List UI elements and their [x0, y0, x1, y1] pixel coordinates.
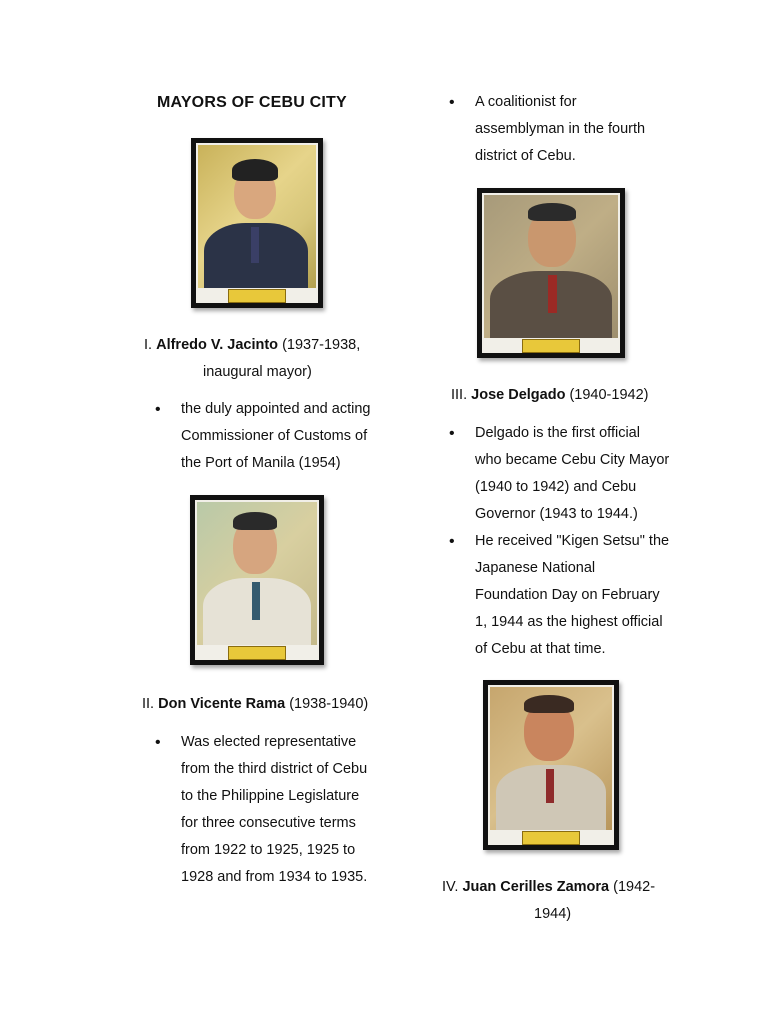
page-title: MAYORS OF CEBU CITY [157, 94, 347, 111]
portrait-painting-icon [198, 145, 316, 288]
list-item: • Was elected representative from the third district of Cebu to the Philippine Legislature for three consecutive terms from 1922 to 1925, 1925 to 1928 and from 1934 to 1935. [181, 729, 401, 891]
mayor-3-heading [451, 382, 648, 409]
mayor-2-numeral: II. [142, 696, 155, 712]
name-plate [522, 831, 580, 845]
mayor-3-numeral: III. [451, 387, 468, 403]
mayor-4-years: (1942- [613, 879, 656, 895]
mayor-2-bullets [181, 729, 401, 891]
mayor-3-pre-bullets [475, 89, 715, 170]
portrait-2-frame [190, 495, 324, 665]
list-item: • Delgado is the first official who became Cebu City Mayor (1940 to 1942) and Cebu Governor (1943 to 1944.) [475, 420, 735, 528]
list-item: • He received "Kigen Setsu" the Japanese National Foundation Day on February 1, 1944 as the highest official of Cebu at that time. [475, 528, 735, 663]
mayor-1-years-line2: inaugural mayor) [203, 364, 312, 380]
portrait-3-frame [477, 188, 625, 358]
portrait-painting-icon [490, 687, 612, 830]
mayor-4-numeral: IV. [442, 879, 459, 895]
mayor-2-heading [142, 691, 368, 718]
name-plate [228, 289, 286, 303]
mayor-3-name: Jose Delgado [471, 387, 566, 403]
portrait-4-frame [483, 680, 619, 850]
portrait-1-frame [191, 138, 323, 308]
portrait-painting-icon [484, 195, 618, 338]
mayor-3-years: (1940-1942) [569, 387, 649, 403]
name-plate [522, 339, 580, 353]
name-plate [228, 646, 286, 660]
list-item: • the duly appointed and acting Commissioner of Customs of the Port of Manila (1954) [181, 396, 401, 477]
mayor-1-bullets [181, 396, 401, 477]
mayor-3-bullets [475, 420, 735, 663]
mayor-4-name: Juan Cerilles Zamora [462, 879, 610, 895]
mayor-4-years-line2: 1944) [534, 906, 572, 922]
mayor-1-years: (1937-1938, [282, 337, 361, 353]
mayor-4-heading [442, 874, 655, 901]
portrait-painting-icon [197, 502, 317, 645]
list-item: • A coalitionist for assemblyman in the fourth district of Cebu. [475, 89, 715, 170]
mayor-1-heading [144, 332, 360, 359]
mayor-2-name: Don Vicente Rama [158, 696, 286, 712]
mayor-2-years: (1938-1940) [289, 696, 369, 712]
mayor-1-name: Alfredo V. Jacinto [156, 337, 279, 353]
mayor-1-numeral: I. [144, 337, 153, 353]
